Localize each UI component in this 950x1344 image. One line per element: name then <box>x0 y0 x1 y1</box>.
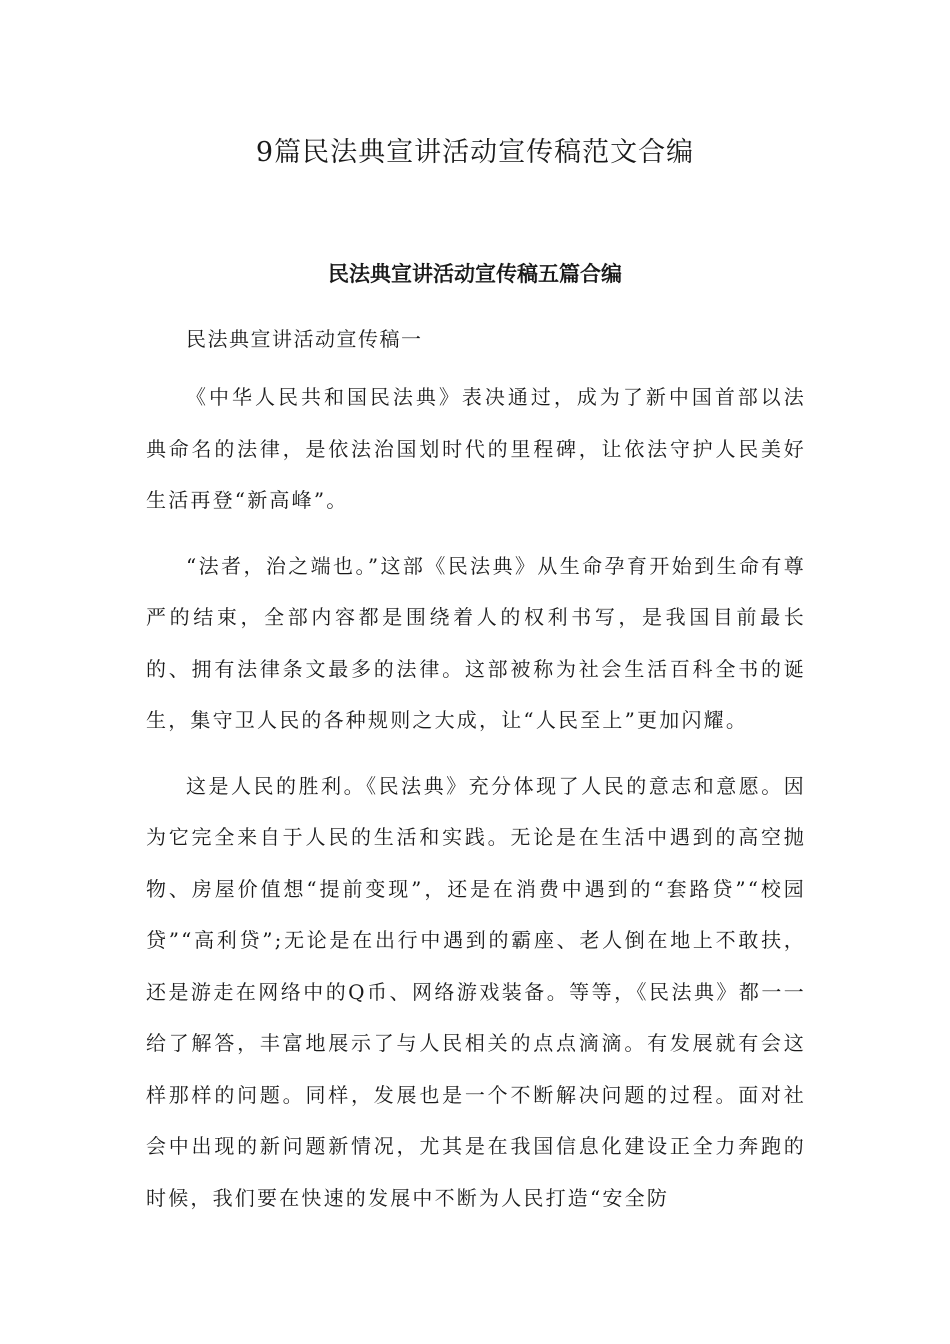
sub-heading: 民法典宣讲活动宣传稿一 <box>186 327 423 351</box>
document-body <box>146 320 806 1224</box>
section-title: 民法典宣讲活动宣传稿五篇合编 <box>328 262 622 286</box>
paragraph-2: “法者，治之端也。”这部《民法典》从生命孕育开始到生命有尊严的结束，全部内容都是围绕着人的权利书写，是我国目前最长的、拥有法律条文最多的法律。这部被称为社会生活百科全书的诞生，集守卫人民的各种规则之大成，让“人民至上”更加闪耀。 <box>146 553 806 732</box>
paragraph-1: 《中华人民共和国民法典》表决通过，成为了新中国首部以法典命名的法律，是依法治国划时代的里程碑，让依法守护人民美好生活再登“新高峰”。 <box>146 385 806 512</box>
document-title: 9篇民法典宣讲活动宣传稿范文合编 <box>255 137 695 168</box>
paragraph-3: 这是人民的胜利。《民法典》充分体现了人民的意志和意愿。因为它完全来自于人民的生活和实践。无论是在生活中遇到的高空抛物、房屋价值想“提前变现”，还是在消费中遇到的“套路贷”“校园贷”“高利贷”;无论是在出行中遇到的霸座、老人倒在地上不敢扶，还是游走在网络中的Q币、网络游戏装备。等等，《民法典》都一一给了解答，丰富地展示了与人民相关的点点滴滴。有发展就有会这样那样的问题。同样，发展也是一个不断解决问题的过程。面对社会中出现的新问题新情况，尤其是在我国信息化建设正全力奔跑的时候，我们要在快速的发展中不断为人民打造“安全防 <box>146 773 806 1210</box>
